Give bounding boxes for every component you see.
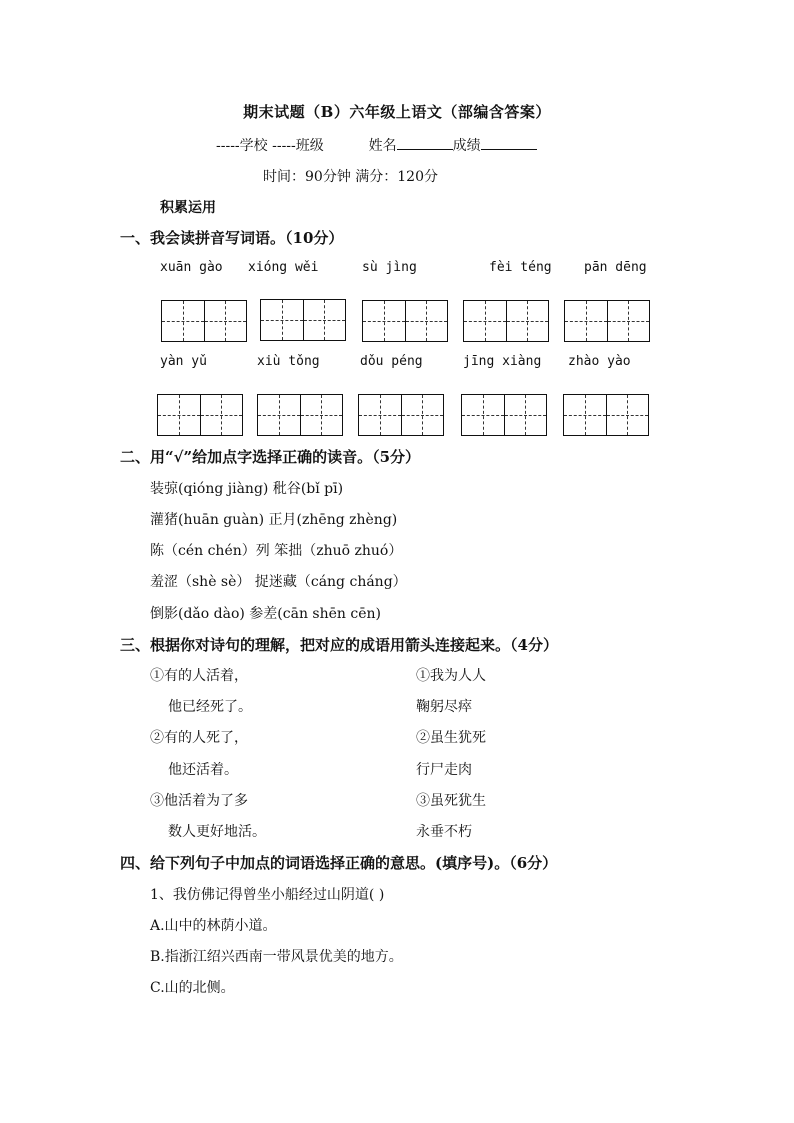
pinyin-label: zhào yào [568, 354, 631, 369]
q1-heading: 一、我会读拼音写词语。（10分） [120, 229, 344, 247]
pinyin-label: fèi téng [489, 260, 552, 275]
pronunciation-line: 灌猪(huān guàn) 正月(zhēng zhèng) [150, 512, 398, 528]
idiom-item: ①我为人人 [416, 668, 486, 684]
pinyin-label: xiù tǒng [257, 354, 320, 369]
poem-line: ①有的人活着， [150, 668, 248, 684]
name-label: 姓名 [368, 138, 397, 154]
score-blank [481, 135, 537, 150]
option-line: C.山的北侧。 [150, 980, 235, 996]
idiom-item: 永垂不朽 [416, 824, 472, 840]
idiom-item: 鞠躬尽瘁 [416, 699, 472, 715]
name-blank [397, 135, 453, 150]
writing-grid[interactable] [463, 300, 549, 342]
writing-grid[interactable] [260, 299, 346, 341]
section-label: 积累运用 [160, 200, 216, 216]
q3-heading: 三、根据你对诗句的理解，把对应的成语用箭头连接起来。（4分） [120, 636, 558, 654]
q4-heading: 四、给下列句子中加点的词语选择正确的意思。(填序号)。（6分） [120, 854, 558, 872]
pinyin-label: xuān gào [160, 260, 223, 275]
q2-heading: 二、用“√”给加点字选择正确的读音。（5分） [120, 448, 421, 466]
idiom-item: ③虽死犹生 [416, 793, 486, 809]
option-line: B.指浙江绍兴西南一带风景优美的地方。 [150, 949, 403, 965]
student-info-line [216, 135, 537, 155]
option-line: A.山中的林荫小道。 [150, 918, 277, 934]
poem-line: 数人更好地活。 [168, 824, 266, 840]
writing-grid[interactable] [362, 300, 448, 342]
time-info: 时间：90分钟 满分：120分 [263, 169, 438, 185]
poem-line: ②有的人死了， [150, 730, 248, 746]
poem-line: 他已经死了。 [168, 699, 252, 715]
pinyin-label: xióng wěi [248, 260, 319, 275]
poem-line: ③他活着为了多 [150, 793, 248, 809]
writing-grid[interactable] [358, 394, 444, 436]
class-field: -----班级 [272, 138, 324, 154]
writing-grid[interactable] [257, 394, 343, 436]
writing-grid[interactable] [157, 394, 243, 436]
score-label: 成绩 [452, 138, 481, 154]
writing-grid[interactable] [563, 394, 649, 436]
idiom-item: 行尸走肉 [416, 762, 472, 778]
writing-grid[interactable] [161, 300, 247, 342]
writing-grid[interactable] [564, 300, 650, 342]
pinyin-label: sù jìng [362, 260, 417, 275]
idiom-item: ②虽生犹死 [416, 730, 486, 746]
writing-grid[interactable] [461, 394, 547, 436]
page-title: 期末试题（B）六年级上语文（部编含答案） [243, 103, 551, 121]
pronunciation-line: 倒影(dǎo dào) 参差(cān shēn cēn) [150, 606, 381, 622]
pronunciation-line: 羞涩（shè sè） 捉迷藏（cáng cháng） [150, 574, 407, 590]
pronunciation-line: 装弶(qióng jiàng) 秕谷(bǐ pī) [150, 481, 344, 497]
pronunciation-line: 陈（cén chén）列 笨拙（zhuō zhuó） [150, 543, 403, 559]
question-line: 1、我仿佛记得曾坐小船经过山阴道( ) [150, 887, 385, 903]
pinyin-label: pān dēng [584, 260, 647, 275]
pinyin-label: dǒu péng [360, 354, 423, 369]
pinyin-label: yàn yǔ [160, 354, 207, 369]
pinyin-label: jīng xiàng [463, 354, 542, 369]
poem-line: 他还活着。 [168, 762, 238, 778]
school-field: -----学校 [216, 138, 268, 154]
